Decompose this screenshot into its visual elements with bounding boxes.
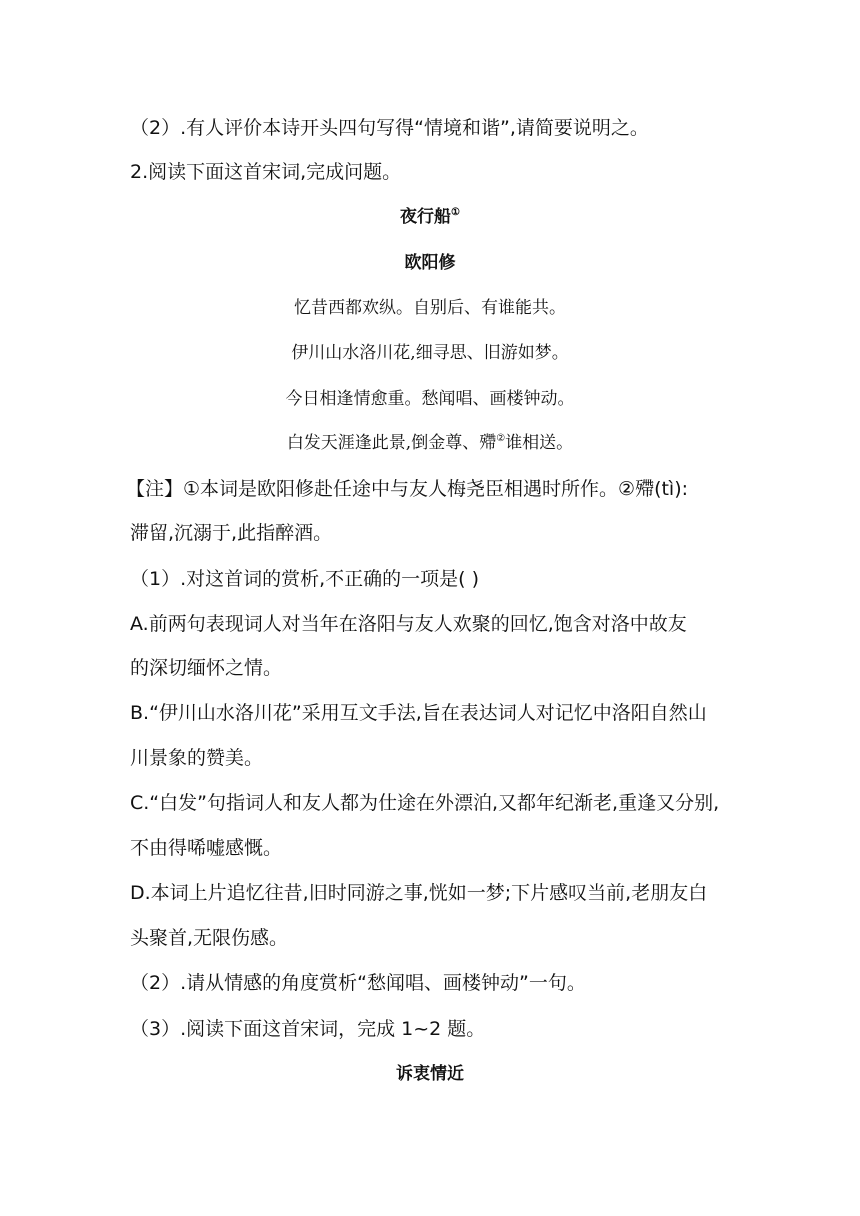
poem-title-text: 夜行船 [400, 207, 452, 227]
poem-line: 忆昔西都欢纵。自别后、有谁能共。 [294, 298, 566, 318]
footnote-marker: ① [451, 207, 460, 218]
question-text: （2）.有人评价本诗开头四句写得“情境和谐”,请简要说明之。 [130, 117, 649, 139]
poem-line [0, 431, 860, 455]
option-d: D.本词上片追忆往昔,旧时同游之事,恍如一梦;下片感叹当前,老朋友白 [130, 882, 708, 904]
question-2: （2）.请从情感的角度赏析“愁闻唱、画楼钟动”一句。 [130, 972, 586, 994]
poem-line: 伊川山水洛川花,细寻思、旧游如梦。 [291, 343, 569, 363]
poem2-title: 诉衷情近 [396, 1064, 464, 1084]
option-c: C.“白发”句指词人和友人都为仕途在外漂泊,又都年纪渐老,重逢又分别, [130, 792, 720, 814]
poem-line-text: 白发天涯逢此景,倒金尊、殢 [286, 433, 497, 453]
poem-line: 今日相逢情愈重。愁闻唱、画楼钟动。 [285, 389, 575, 409]
question-3: （3）.阅读下面这首宋词，完成 1~2 题。 [130, 1018, 486, 1040]
poem-author: 欧阳修 [404, 253, 456, 273]
question-1: （1）.对这首词的赏析,不正确的一项是( ) [130, 568, 480, 590]
poem-line-text: 谁相送。 [505, 433, 574, 453]
problem-heading: 2.阅读下面这首宋词,完成问题。 [130, 161, 402, 183]
annotation-note: 【注】①本词是欧阳修赴任途中与友人梅尧臣相遇时所作。②殢(tì): [126, 478, 689, 500]
annotation-note: 滞留,沉溺于,此指醉酒。 [130, 522, 333, 544]
footnote-marker: ② [496, 433, 506, 444]
option-b: B.“伊川山水洛川花”采用互文手法,旨在表达词人对记忆中洛阳自然山 [130, 702, 707, 724]
option-a-cont: 的深切缅怀之情。 [130, 657, 283, 679]
option-c-cont: 不由得唏嘘感慨。 [130, 837, 283, 859]
option-d-cont: 头聚首,无限伤感。 [130, 927, 289, 949]
poem-title [0, 205, 860, 229]
option-a: A.前两句表现词人对当年在洛阳与友人欢聚的回忆,饱含对洛中故友 [130, 613, 687, 635]
option-b-cont: 川景象的赞美。 [130, 747, 264, 769]
